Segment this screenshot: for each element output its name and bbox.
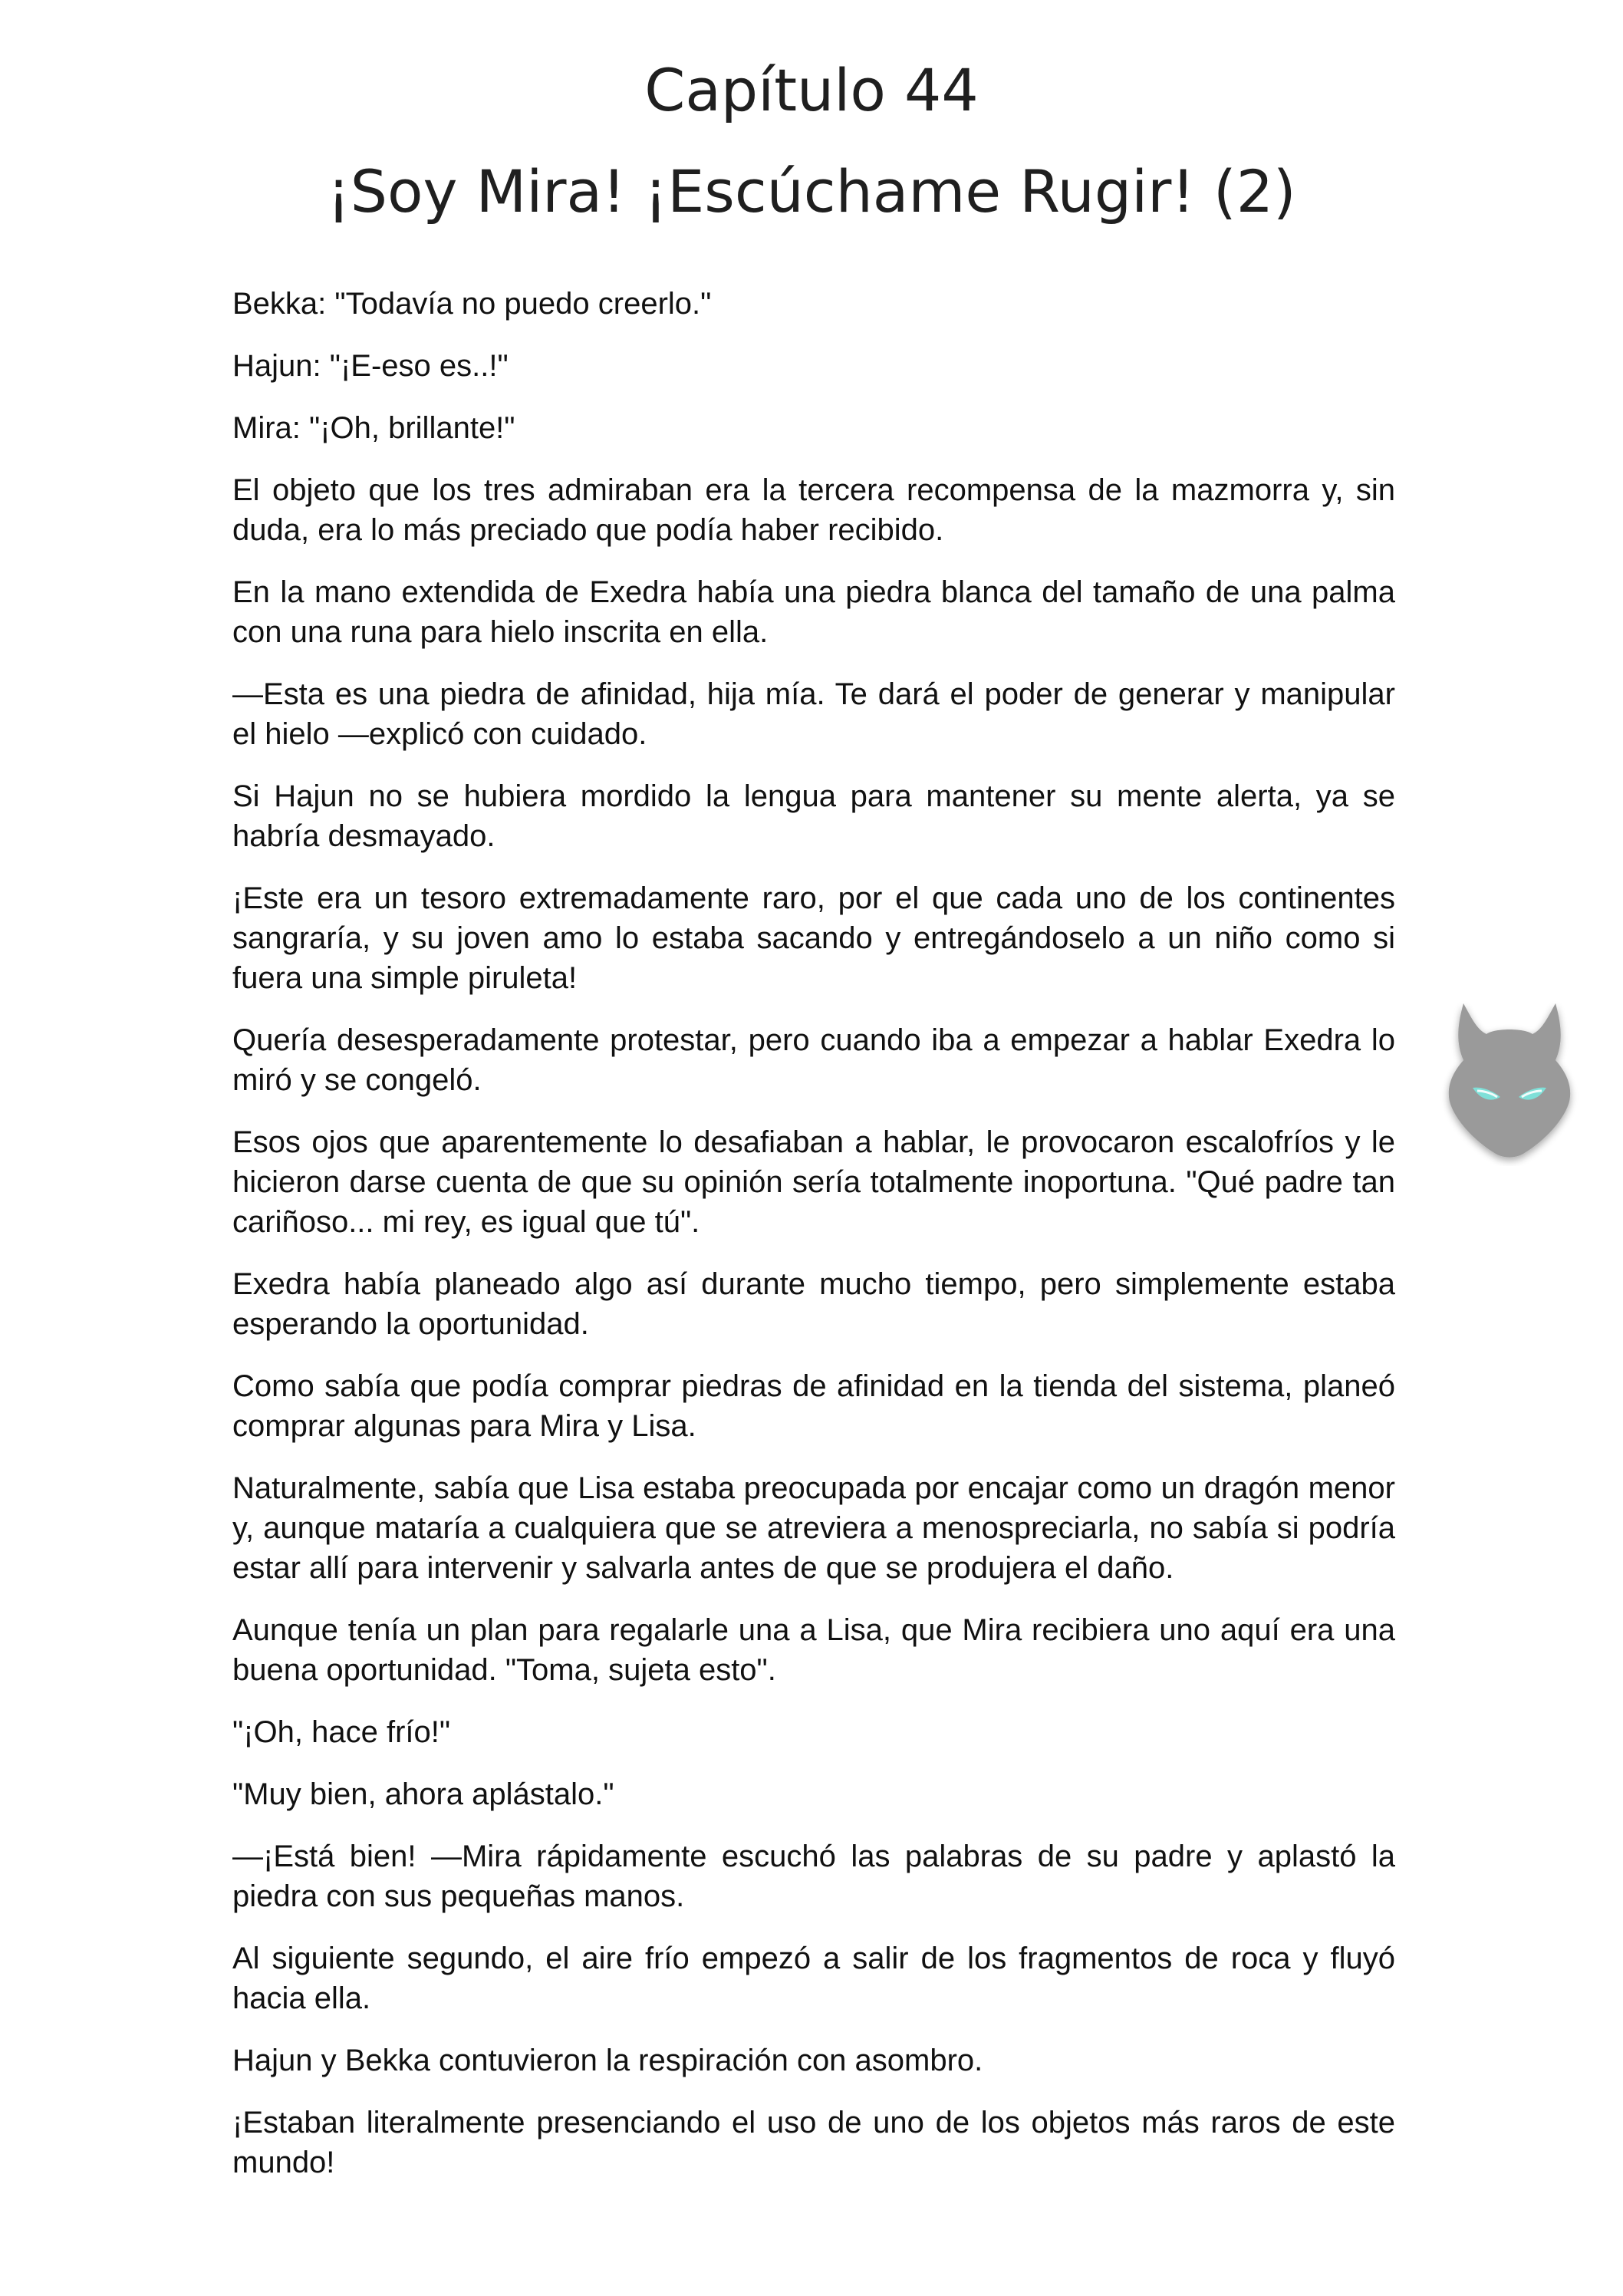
paragraph: Naturalmente, sabía que Lisa estaba preocupada por encajar como un dragón menor y, aunque mataría a cualquiera que se atreviera a menospreciarla, no sabía si podría estar allí para intervenir y salvarla antes de que se produjera el daño.: [232, 1471, 1395, 1585]
paragraph: En la mano extendida de Exedra había una piedra blanca del tamaño de una palma con una runa para hielo inscrita en ella.: [232, 575, 1395, 649]
paragraph: Mira: "¡Oh, brillante!": [232, 411, 515, 445]
paragraph: Si Hajun no se hubiera mordido la lengua para mantener su mente alerta, ya se habría desmayado.: [232, 779, 1395, 853]
paragraph: El objeto que los tres admiraban era la tercera recompensa de la mazmorra y, sin duda, era lo más preciado que podía haber recibido.: [232, 473, 1395, 547]
chapter-title: ¡Soy Mira! ¡Escúchame Rugir! (2): [327, 157, 1296, 226]
chapter-body: [232, 284, 1395, 2205]
paragraph: Bekka: "Todavía no puedo creerlo.": [232, 287, 712, 321]
chapter-heading: [0, 40, 1623, 242]
chapter-number: Capítulo 44: [644, 56, 979, 124]
paragraph: —¡Está bien! —Mira rápidamente escuchó las palabras de su padre y aplastó la piedra con sus pequeñas manos.: [232, 1840, 1395, 1913]
paragraph: Aunque tenía un plan para regalarle una a Lisa, que Mira recibiera uno aquí era una buena oportunidad. "Toma, sujeta esto".: [232, 1613, 1395, 1687]
paragraph: Exedra había planeado algo así durante mucho tiempo, pero simplemente estaba esperando la oportunidad.: [232, 1267, 1395, 1341]
paragraph: Al siguiente segundo, el aire frío empezó a salir de los fragmentos de roca y fluyó hacia ella.: [232, 1942, 1395, 2015]
paragraph: Hajun y Bekka contuvieron la respiración con asombro.: [232, 2044, 983, 2077]
paragraph: —Esta es una piedra de afinidad, hija mía. Te dará el poder de generar y manipular el hielo —explicó con cuidado.: [232, 677, 1395, 751]
paragraph: ¡Estaban literalmente presenciando el uso de uno de los objetos más raros de este mundo!: [232, 2106, 1395, 2179]
paragraph: Hajun: "¡E-eso es..!": [232, 349, 509, 383]
paragraph: ¡Este era un tesoro extremadamente raro, por el que cada uno de los continentes sangraría, y su joven amo lo estaba sacando y entregándoselo a un niño como si fuera una simple piruleta!: [232, 881, 1395, 995]
paragraph: Como sabía que podía comprar piedras de afinidad en la tienda del sistema, planeó comprar algunas para Mira y Lisa.: [232, 1369, 1395, 1443]
paragraph: Esos ojos que aparentemente lo desafiaban a hablar, le provocaron escalofríos y le hicieron darse cuenta de que su opinión sería totalmente inoportuna. "Qué padre tan cariñoso... mi rey, es igual que tú".: [232, 1125, 1395, 1239]
paragraph: Quería desesperadamente protestar, pero cuando iba a empezar a hablar Exedra lo miró y se congeló.: [232, 1023, 1395, 1097]
paragraph: "Muy bien, ahora aplástalo.": [232, 1777, 614, 1811]
paragraph: "¡Oh, hace frío!": [232, 1715, 451, 1749]
demon-head-logo-icon: [1433, 990, 1586, 1166]
